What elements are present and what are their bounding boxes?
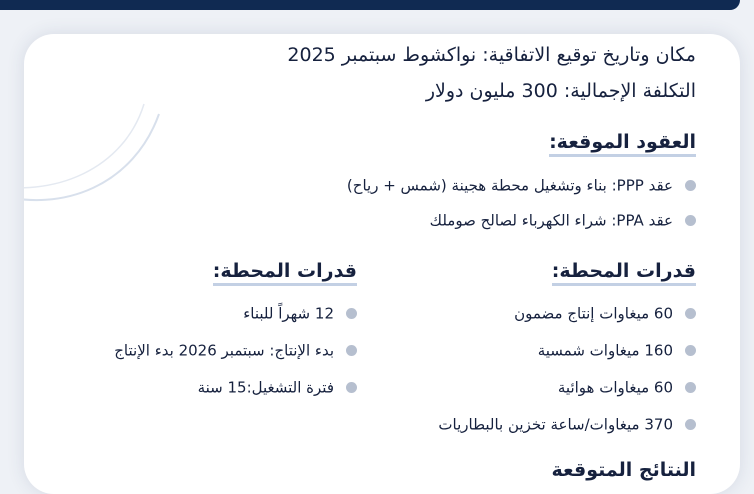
bullet-icon bbox=[685, 419, 696, 430]
bullet-icon bbox=[685, 215, 696, 226]
expected-results-heading: النتائج المتوقعة bbox=[551, 459, 696, 481]
bullet-icon bbox=[685, 345, 696, 356]
agreement-total-cost: التكلفة الإجمالية: 300 مليون دولار bbox=[425, 80, 696, 102]
agreement-place-date: مكان وتاريخ توقيع الاتفاقية: نواكشوط سبتمبر 2025 bbox=[287, 44, 696, 66]
list-item: 370 ميغاوات/ساعة تخزين بالبطاريات bbox=[438, 415, 696, 434]
bullet-icon bbox=[346, 308, 357, 319]
contracts-heading-text: العقود الموقعة: bbox=[549, 131, 696, 157]
contracts-list bbox=[96, 176, 696, 246]
bullet-icon bbox=[346, 382, 357, 393]
list-item: 12 شهراً للبناء bbox=[243, 304, 357, 323]
top-banner bbox=[0, 0, 740, 10]
list-item: عقد PPA: شراء الكهرباء لصالح صوملك bbox=[430, 211, 696, 230]
list-item: 160 ميغاوات شمسية bbox=[538, 341, 696, 360]
contracts-heading bbox=[549, 131, 696, 153]
bullet-icon bbox=[685, 308, 696, 319]
capacities-heading-right bbox=[552, 260, 696, 282]
capacities-heading-left-text: قدرات المحطة: bbox=[213, 260, 357, 286]
bullet-icon bbox=[346, 345, 357, 356]
capacities-list-right bbox=[396, 304, 696, 434]
bullet-icon bbox=[685, 180, 696, 191]
capacities-heading-right-text: قدرات المحطة: bbox=[552, 260, 696, 286]
bullet-icon bbox=[685, 382, 696, 393]
list-item: فترة التشغيل:15 سنة bbox=[198, 378, 357, 397]
capacities-list-left bbox=[57, 304, 357, 404]
list-item: 60 ميغاوات إنتاج مضمون bbox=[514, 304, 696, 323]
capacities-heading-left bbox=[213, 260, 357, 282]
list-item: 60 ميغاوات هوائية bbox=[558, 378, 696, 397]
content-card bbox=[24, 34, 740, 494]
list-item: بدء الإنتاج: سبتمبر 2026 بدء الإنتاج bbox=[114, 341, 357, 360]
list-item: عقد PPP: بناء وتشغيل محطة هجينة (شمس + رياح) bbox=[347, 176, 696, 195]
